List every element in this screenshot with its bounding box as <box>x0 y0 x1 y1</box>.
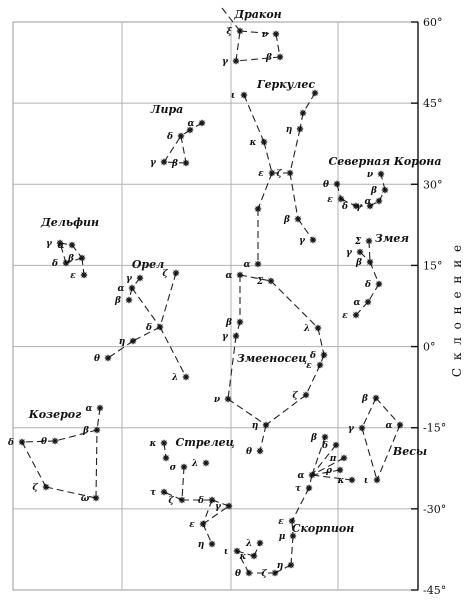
tick-label: -30° <box>423 502 447 516</box>
constellation-line <box>160 327 186 377</box>
star-marker <box>382 187 388 193</box>
star-marker <box>43 484 49 490</box>
star-label: ζ <box>292 391 298 401</box>
star-marker <box>237 319 243 325</box>
constellation-line <box>271 281 318 328</box>
star-label: ε <box>70 271 76 281</box>
star-marker <box>334 181 340 187</box>
star-marker <box>365 299 371 305</box>
star-marker <box>341 455 347 461</box>
star-label: λ <box>171 373 179 383</box>
star-label: γ <box>126 274 132 284</box>
star-label: γ <box>299 236 305 246</box>
constellation-stars-group <box>231 90 318 270</box>
star-marker <box>333 442 339 448</box>
constellation-line <box>96 430 97 498</box>
constellation-name: Змея <box>374 232 410 245</box>
constellation-line <box>182 467 184 500</box>
star-label: θ <box>322 180 330 190</box>
star-label: κ <box>239 552 247 562</box>
star-marker <box>105 355 111 361</box>
constellation-line <box>160 273 176 327</box>
star-marker <box>97 405 103 411</box>
constellation-stars-group <box>94 269 189 383</box>
star-marker <box>226 503 232 509</box>
star-marker <box>178 133 184 139</box>
star-label: γ <box>46 239 52 249</box>
star-marker <box>269 170 275 176</box>
star-label: α <box>364 197 372 207</box>
star-label: ι <box>363 476 369 486</box>
star-label: β <box>311 433 317 443</box>
star-label: ι <box>223 547 229 557</box>
star-marker <box>161 159 167 165</box>
star-marker <box>187 127 193 133</box>
star-marker <box>179 497 185 503</box>
star-label: θ <box>234 569 242 579</box>
star-label: κ <box>149 439 157 449</box>
star-marker <box>233 58 239 64</box>
tick-label: 60° <box>423 16 443 29</box>
declination-ticks <box>411 16 446 597</box>
stars <box>7 27 403 579</box>
star-label: τ <box>149 488 157 498</box>
star-label: ω <box>80 494 90 504</box>
star-marker <box>367 259 373 265</box>
constellation-stars-group <box>46 239 87 281</box>
star-marker <box>199 120 205 126</box>
constellation-name: Дракон <box>234 8 282 21</box>
constellation-stars-group <box>224 433 355 579</box>
star-label: ρ <box>326 466 332 476</box>
star-label: σ <box>169 463 177 473</box>
constellation-name: Стрелец <box>175 436 235 449</box>
star-marker <box>241 92 247 98</box>
star-label: α <box>225 271 233 281</box>
star-marker <box>306 485 312 491</box>
star-label: β <box>172 159 178 169</box>
constellation-name: Дельфин <box>40 216 100 229</box>
constellation-stars-group <box>348 394 403 486</box>
constellation-line <box>260 425 266 451</box>
star-marker <box>200 521 206 527</box>
tick-label: 15° <box>423 259 443 273</box>
tick-label: -45° <box>423 584 447 597</box>
star-marker <box>81 272 87 278</box>
star-label: α <box>187 119 195 129</box>
star-label: β <box>68 254 74 264</box>
star-label: κ <box>249 138 257 148</box>
constellation-stars-group <box>149 439 233 550</box>
star-marker <box>288 562 294 568</box>
star-marker <box>322 434 328 440</box>
star-label: γ <box>150 158 156 168</box>
star-marker <box>130 338 136 344</box>
star-label: β <box>356 258 362 268</box>
star-label: ν <box>213 395 221 405</box>
tick-label: 45° <box>423 97 443 111</box>
star-marker <box>161 489 167 495</box>
constellation-line <box>228 399 266 425</box>
star-label: δ <box>309 351 317 361</box>
star-label: ζ <box>276 169 282 179</box>
star-marker <box>287 170 293 176</box>
star-marker <box>161 440 167 446</box>
star-label: ε <box>306 361 312 371</box>
star-label: β <box>371 186 377 196</box>
star-marker <box>317 362 323 368</box>
constellation-lines-group <box>362 398 400 480</box>
constellation-lines <box>22 8 400 573</box>
star-marker <box>295 216 301 222</box>
constellation-line <box>254 543 260 556</box>
constellation-line <box>236 31 240 61</box>
star-label: δ <box>7 438 15 448</box>
star-marker <box>315 325 321 331</box>
constellation-line <box>132 288 160 327</box>
star-label: γ <box>222 57 228 67</box>
star-marker <box>374 477 380 483</box>
star-marker <box>272 570 278 576</box>
star-marker <box>233 333 239 339</box>
star-label: ζ <box>32 483 38 493</box>
constellation-name: Геркулес <box>256 78 316 91</box>
star-label: ν <box>261 30 269 40</box>
constellation-stars-group <box>342 237 382 321</box>
star-label: η <box>251 421 259 431</box>
star-label: δ <box>197 496 205 506</box>
constellation-line <box>312 475 352 480</box>
constellation-name: Орел <box>131 258 165 271</box>
star-marker <box>359 425 365 431</box>
constellation-name: Скорпион <box>291 522 355 535</box>
constellation-line <box>240 275 271 281</box>
star-label: Σ <box>256 277 264 287</box>
axis-title: С к л о н е н и е <box>450 242 464 378</box>
constellation-line <box>244 95 264 142</box>
star-marker <box>181 464 187 470</box>
star-marker <box>203 460 209 466</box>
star-label: δ <box>321 441 329 451</box>
star-label: π <box>329 454 337 464</box>
star-label: ζ <box>261 569 267 579</box>
tick-label: 30° <box>423 178 443 192</box>
star-label: ξ <box>226 27 232 37</box>
star-marker <box>376 281 382 287</box>
star-marker <box>373 395 379 401</box>
star-label: ε <box>327 195 333 205</box>
constellation-line <box>236 57 280 61</box>
star-marker <box>257 540 263 546</box>
constellation-line <box>181 136 186 163</box>
star-label: θ <box>40 437 48 447</box>
star-label: β <box>362 394 368 404</box>
star-label: η <box>285 125 293 135</box>
star-label: ζ <box>168 496 174 506</box>
constellation-line <box>22 441 55 442</box>
star-marker <box>297 126 303 132</box>
star-marker <box>237 272 243 278</box>
star-label: λ <box>303 324 311 334</box>
star-label: Σ <box>354 237 362 247</box>
star-marker <box>273 31 279 37</box>
star-label: ζ <box>162 269 168 279</box>
constellation-line <box>22 442 46 487</box>
star-marker <box>257 448 263 454</box>
star-marker <box>237 28 243 34</box>
star-marker <box>52 438 58 444</box>
constellation-line <box>318 328 324 355</box>
star-label: ν <box>366 170 374 180</box>
star-marker <box>337 467 343 473</box>
star-marker <box>157 324 163 330</box>
constellation-line <box>240 31 276 34</box>
star-label: ε <box>258 169 264 179</box>
star-label: β <box>266 53 272 63</box>
star-label: γ <box>346 248 352 258</box>
constellation-name: Северная Корона <box>328 155 442 168</box>
star-label: λ <box>245 539 253 549</box>
star-label: γ <box>348 424 354 434</box>
constellation-line <box>203 524 212 544</box>
star-marker <box>255 206 261 212</box>
star-marker <box>378 171 384 177</box>
star-label: ι <box>230 91 236 101</box>
star-label: κ <box>337 476 345 486</box>
star-marker <box>69 242 75 248</box>
star-marker <box>303 392 309 398</box>
star-marker <box>349 477 355 483</box>
star-marker <box>246 570 252 576</box>
star-marker <box>357 249 363 255</box>
star-marker <box>94 427 100 433</box>
star-marker <box>268 278 274 284</box>
tick-label: -15° <box>423 421 447 435</box>
star-marker <box>277 54 283 60</box>
star-marker <box>263 422 269 428</box>
star-marker <box>93 495 99 501</box>
star-label: μ <box>278 532 286 542</box>
star-label: ε <box>342 311 348 321</box>
star-marker <box>261 139 267 145</box>
star-marker <box>225 396 231 402</box>
star-marker <box>163 455 169 461</box>
star-label: α <box>243 260 251 270</box>
star-label: α <box>353 298 361 308</box>
star-marker <box>321 352 327 358</box>
star-label: δ <box>341 202 349 212</box>
star-label: δ <box>166 132 174 142</box>
star-label: γ <box>215 502 221 512</box>
star-label: β <box>226 318 232 328</box>
star-label: ε <box>189 520 195 530</box>
constellation-line <box>290 129 300 173</box>
star-label: η <box>276 561 284 571</box>
star-label: λ <box>191 459 199 469</box>
constellation-labels <box>28 8 442 535</box>
star-label: β <box>115 296 121 306</box>
star-label: β <box>83 426 89 436</box>
star-label: θ <box>93 354 101 364</box>
star-marker <box>183 160 189 166</box>
star-label: θ <box>245 447 253 457</box>
star-marker <box>376 198 382 204</box>
constellation-stars-group <box>323 170 388 212</box>
star-marker <box>310 237 316 243</box>
star-marker <box>397 422 403 428</box>
star-label: α <box>85 404 93 414</box>
star-marker <box>173 270 179 276</box>
constellation-name: Козерог <box>28 408 82 421</box>
constellation-line <box>264 142 272 173</box>
constellation-line <box>290 173 298 219</box>
constellation-lines-group <box>164 123 202 163</box>
star-marker <box>126 297 132 303</box>
star-marker <box>309 472 315 478</box>
star-marker <box>366 238 372 244</box>
constellation-line <box>228 336 236 399</box>
constellation-name: Лира <box>150 103 184 116</box>
constellation-name: Змееносец <box>236 352 308 365</box>
star-marker <box>129 285 135 291</box>
star-label: δ <box>145 323 153 333</box>
star-label: α <box>117 284 125 294</box>
star-marker <box>209 541 215 547</box>
star-label: ε <box>278 517 284 527</box>
star-label: η <box>197 540 205 550</box>
star-label: α <box>385 421 393 431</box>
star-label: β <box>284 215 290 225</box>
star-label: γ <box>222 332 228 342</box>
star-label: δ <box>364 280 372 290</box>
tick-label: 0° <box>423 340 436 354</box>
constellation-line <box>362 428 377 480</box>
constellation-line <box>291 536 293 565</box>
star-marker <box>353 312 359 318</box>
constellation-line <box>55 430 97 441</box>
star-label: α <box>297 471 305 481</box>
star-marker <box>255 261 261 267</box>
constellation-line <box>266 395 306 425</box>
star-marker <box>19 439 25 445</box>
star-label: γ <box>356 202 362 212</box>
star-marker <box>79 255 85 261</box>
constellation-line <box>276 34 280 57</box>
star-label: η <box>118 337 126 347</box>
star-marker <box>251 553 257 559</box>
star-label: τ <box>294 484 302 494</box>
star-label: δ <box>51 259 59 269</box>
star-label: α <box>57 241 65 251</box>
constellation-name: Весы <box>392 445 428 458</box>
constellation-line <box>97 408 100 430</box>
star-marker <box>300 110 306 116</box>
star-marker <box>183 374 189 380</box>
star-marker <box>137 275 143 281</box>
